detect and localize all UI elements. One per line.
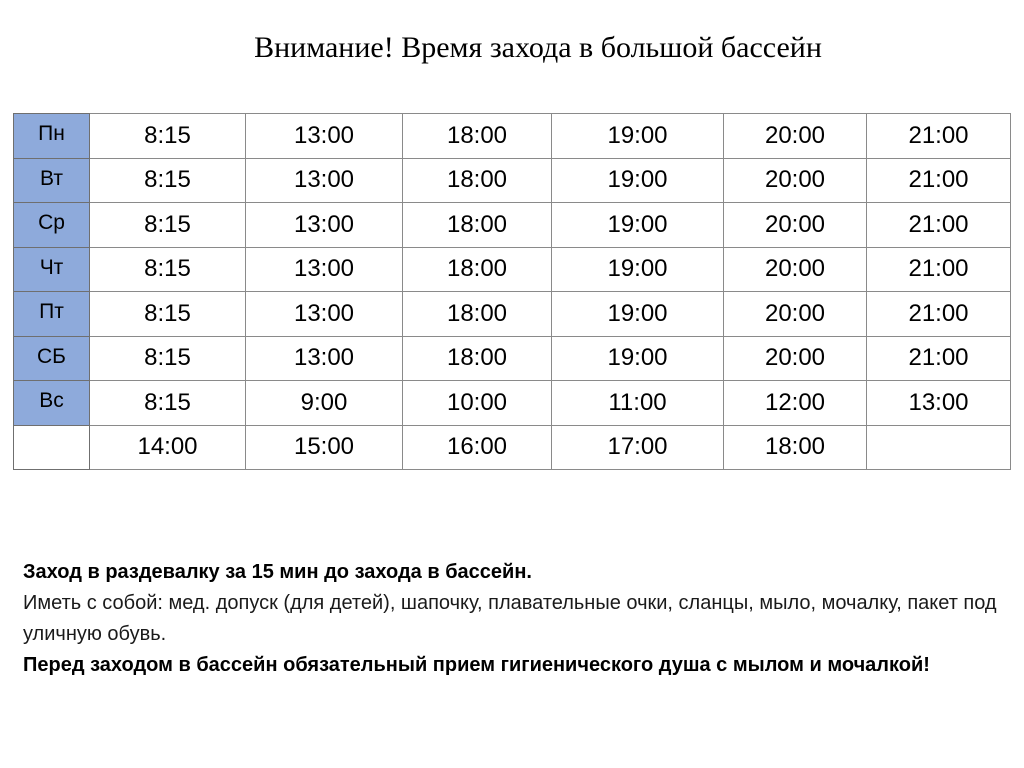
time-cell: 15:00 bbox=[246, 425, 403, 470]
schedule-row-mon bbox=[14, 114, 1011, 159]
time-cell: 8:15 bbox=[90, 158, 246, 203]
time-cell: 18:00 bbox=[403, 292, 552, 337]
schedule-row-sun bbox=[14, 381, 1011, 426]
time-cell: 13:00 bbox=[246, 158, 403, 203]
time-cell: 19:00 bbox=[552, 203, 724, 248]
day-cell-tue: Вт bbox=[14, 158, 90, 203]
time-cell: 18:00 bbox=[403, 114, 552, 159]
time-cell: 19:00 bbox=[552, 158, 724, 203]
schedule-row-fri bbox=[14, 292, 1011, 337]
time-cell: 10:00 bbox=[403, 381, 552, 426]
time-cell: 13:00 bbox=[246, 247, 403, 292]
time-cell: 21:00 bbox=[867, 114, 1011, 159]
time-cell: 13:00 bbox=[246, 336, 403, 381]
time-cell: 9:00 bbox=[246, 381, 403, 426]
time-cell: 13:00 bbox=[246, 114, 403, 159]
instructions-block bbox=[23, 557, 1003, 681]
time-cell: 8:15 bbox=[90, 247, 246, 292]
time-cell: 8:15 bbox=[90, 292, 246, 337]
time-cell: 19:00 bbox=[552, 247, 724, 292]
changing-room-note: Заход в раздевалку за 15 мин до захода в бассейн. bbox=[23, 561, 532, 583]
time-cell: 11:00 bbox=[552, 381, 724, 426]
time-cell: 18:00 bbox=[403, 203, 552, 248]
time-cell: 21:00 bbox=[867, 158, 1011, 203]
time-cell: 13:00 bbox=[246, 292, 403, 337]
time-cell: 8:15 bbox=[90, 336, 246, 381]
time-cell: 8:15 bbox=[90, 114, 246, 159]
time-cell: 16:00 bbox=[403, 425, 552, 470]
bring-items-note: Иметь с собой: мед. допуск (для детей), шапочку, плавательные очки, сланцы, мыло, мочалку, пакет под уличную обувь. bbox=[23, 592, 997, 645]
time-cell: 20:00 bbox=[724, 292, 867, 337]
time-cell: 20:00 bbox=[724, 203, 867, 248]
time-cell: 14:00 bbox=[90, 425, 246, 470]
time-cell bbox=[867, 425, 1011, 470]
time-cell: 21:00 bbox=[867, 336, 1011, 381]
day-cell-thu: Чт bbox=[14, 247, 90, 292]
time-cell: 21:00 bbox=[867, 247, 1011, 292]
time-cell: 18:00 bbox=[403, 247, 552, 292]
time-cell: 19:00 bbox=[552, 114, 724, 159]
time-cell: 18:00 bbox=[724, 425, 867, 470]
shower-note: Перед заходом в бассейн обязательный прием гигиенического душа с мылом и мочалкой! bbox=[23, 654, 930, 676]
day-cell-empty bbox=[14, 425, 90, 470]
time-cell: 20:00 bbox=[724, 247, 867, 292]
time-cell: 18:00 bbox=[403, 158, 552, 203]
time-cell: 18:00 bbox=[403, 336, 552, 381]
time-cell: 21:00 bbox=[867, 292, 1011, 337]
page-title: Внимание! Время захода в большой бассейн bbox=[254, 31, 822, 64]
time-cell: 20:00 bbox=[724, 336, 867, 381]
time-cell: 12:00 bbox=[724, 381, 867, 426]
time-cell: 13:00 bbox=[246, 203, 403, 248]
time-cell: 8:15 bbox=[90, 203, 246, 248]
day-cell-mon: Пн bbox=[14, 114, 90, 159]
time-cell: 20:00 bbox=[724, 114, 867, 159]
time-cell: 13:00 bbox=[867, 381, 1011, 426]
time-cell: 17:00 bbox=[552, 425, 724, 470]
schedule-row-thu bbox=[14, 247, 1011, 292]
time-cell: 20:00 bbox=[724, 158, 867, 203]
schedule-row-tue bbox=[14, 158, 1011, 203]
day-cell-sun: Вс bbox=[14, 381, 90, 426]
time-cell: 21:00 bbox=[867, 203, 1011, 248]
time-cell: 19:00 bbox=[552, 292, 724, 337]
day-cell-fri: Пт bbox=[14, 292, 90, 337]
schedule-row-sun-continued bbox=[14, 425, 1011, 470]
schedule-row-wed bbox=[14, 203, 1011, 248]
time-cell: 8:15 bbox=[90, 381, 246, 426]
day-cell-wed: Ср bbox=[14, 203, 90, 248]
schedule-table bbox=[13, 113, 1011, 470]
schedule-row-sat bbox=[14, 336, 1011, 381]
time-cell: 19:00 bbox=[552, 336, 724, 381]
day-cell-sat: СБ bbox=[14, 336, 90, 381]
